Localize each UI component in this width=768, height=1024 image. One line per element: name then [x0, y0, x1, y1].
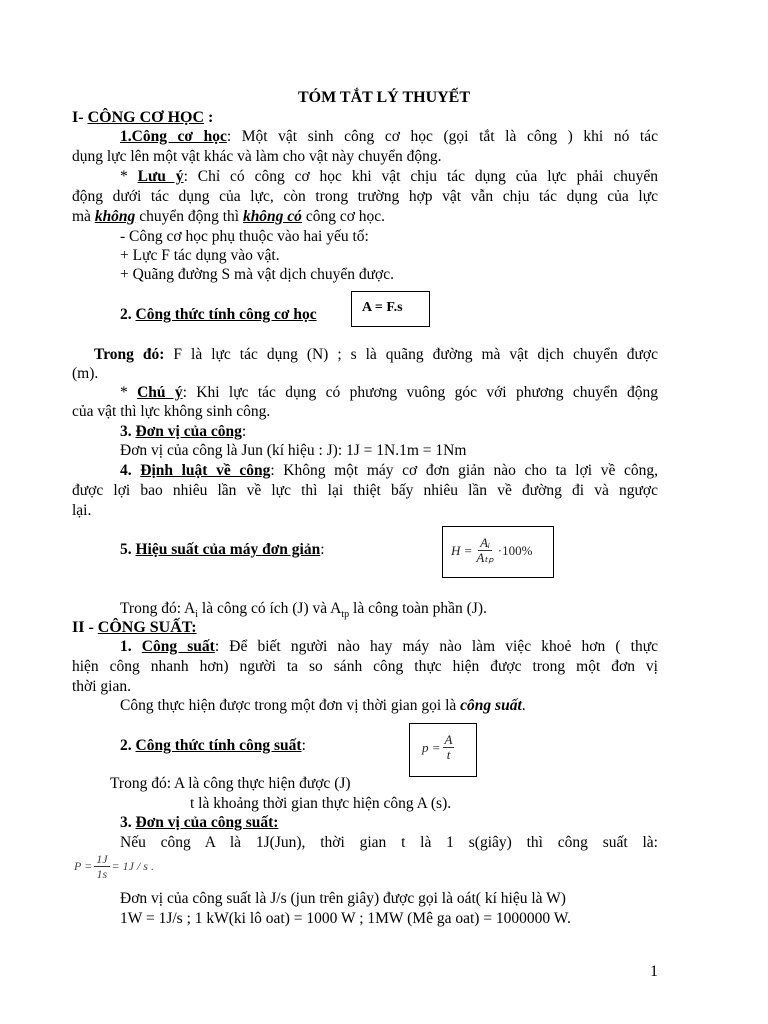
p5-line1 [72, 345, 658, 365]
power-lhs: p = [422, 739, 441, 755]
page-number: 1 [650, 963, 658, 980]
section-2-suffix: : [191, 619, 197, 636]
p13-heading [120, 736, 306, 756]
p16-line2: 1W = 1J/s ; 1 kW(ki lô oat) = 1000 W ; 1MW (Mê ga oat) = 1000000 W. [120, 910, 571, 927]
p16-line1: Đơn vị của công suất là J/s (jun trên giây) được gọi là oát( kí hiệu là W) [120, 890, 566, 907]
p3-line1: - Công cơ học phụ thuộc vào hai yếu tố: [120, 228, 369, 245]
p8-line1-text: : Không một máy cơ đơn giản nào cho ta lợi về công, [270, 462, 658, 479]
p2-line1-text: : Chỉ có công cơ học khi vật chịu tác dụng của lực phải chuyển [183, 168, 659, 185]
p2-line3-a: mà [72, 208, 95, 225]
power-unit-tail: = 1J / s [111, 858, 148, 873]
p10-sub-tp: tp [341, 609, 350, 621]
p4-number: 2. [120, 306, 136, 323]
p3-line3: + Quãng đường S mà vật dịch chuyển được. [120, 266, 394, 283]
p7-line2: Đơn vị của công là Jun (kí hiệu : J): 1J = 1N.1m = 1Nm [120, 442, 467, 459]
p12-text: Công thực hiện được trong một đơn vị thời gian gọi là [120, 697, 461, 714]
p2-line1 [72, 167, 658, 187]
p5-line1-text: F là lực tác dụng (N) ; s là quãng đường mà vật dịch chuyển được [164, 346, 658, 363]
work-formula: A = F.s [362, 300, 403, 315]
section-2-heading [72, 618, 197, 638]
p1-line1 [72, 127, 658, 147]
p8-line1 [72, 461, 658, 481]
p15-heading [120, 813, 278, 833]
p15-number: 3. [120, 814, 136, 831]
power-formula [422, 733, 456, 762]
p6-line2: của vật thì lực không sinh công. [72, 403, 271, 420]
p9-heading [120, 540, 325, 560]
p15-line2: Nếu công A là 1J(Jun), thời gian t là 1 s(giây) thì công suất là: [120, 834, 658, 851]
power-unit-denominator: 1s [96, 867, 108, 881]
p1-label: 1.Công cơ học [120, 128, 227, 145]
power-unit-dot: . [150, 858, 154, 873]
p6-line1-text: : Khi lực tác dụng có phương vuông góc với phương chuyển động [182, 384, 659, 401]
p15-label: Đơn vị của công suất: [135, 814, 279, 831]
p11-line1 [72, 637, 658, 657]
p2-line2: động dưới tác dụng của lực, còn trong trường hợp vật vẫn chịu tác dụng của lực [72, 188, 658, 205]
p2-line3-c: chuyển động thì [135, 208, 243, 225]
p11-line1-text: : Để biết người nào hay máy nào làm việc khoẻ hơn ( thực [214, 638, 658, 655]
page-title: TÓM TẮT LÝ THUYẾT [297, 89, 471, 106]
p9-label: Hiệu suất của máy đơn giản [135, 541, 321, 558]
power-formula-box [409, 723, 477, 777]
section-1-suffix: : [204, 109, 214, 126]
p4-heading [120, 305, 317, 325]
p14-line2: t là khoảng thời gian thực hiện công A (s). [190, 795, 452, 812]
p11-line2: hiện công nhanh hơn) người ta so sánh công thực hiện được trong một đơn vị [72, 658, 658, 675]
power-unit-numerator: 1J [96, 852, 108, 866]
power-unit-formula [74, 852, 154, 881]
efficiency-denominator: Aₜₚ [476, 550, 494, 565]
section-2-prefix: II - [72, 619, 98, 636]
section-2-title: CÔNG SUẤT [97, 619, 192, 636]
p2-label: Lưu ý [137, 168, 184, 185]
p8-number: 4. [120, 462, 141, 479]
p7-number: 3. [120, 423, 136, 440]
p10-text-c: là công toàn phần (J). [349, 600, 487, 617]
p11-number: 1. [120, 638, 142, 655]
work-formula-box [351, 291, 430, 327]
p11-line3: thời gian. [72, 678, 131, 695]
p6-label: Chú ý [137, 384, 183, 401]
p10-text-b: là công có ích (J) và A [198, 600, 342, 617]
efficiency-lhs: H = [451, 542, 473, 558]
power-unit-lhs: P = [74, 858, 93, 873]
section-1-prefix: I- [72, 109, 88, 126]
p10-sub-i: i [195, 609, 199, 621]
section-1-title: CÔNG CƠ HỌC [87, 109, 205, 126]
p5-label: Trong đó: [94, 346, 165, 363]
p11-label: Công suất [141, 638, 215, 655]
p12-term: công suất [460, 697, 522, 714]
p9-number: 5. [120, 541, 136, 558]
p10-text-a: Trong đó: A [120, 600, 196, 617]
p8-line3: lại. [72, 502, 92, 519]
p7-heading [120, 422, 246, 442]
p6-star: * [120, 384, 138, 401]
p2-emphasis-khong-co: không có [242, 208, 302, 225]
p7-label: Đơn vị của công [135, 423, 242, 440]
p6-line1 [72, 383, 658, 403]
p7-colon: : [241, 423, 247, 440]
efficiency-formula-box [442, 526, 554, 578]
p1-line1-text: : Một vật sinh công cơ học (gọi tắt là công ) khi nó tác [226, 128, 658, 145]
efficiency-tail: ·100% [497, 542, 533, 558]
p4-label: Công thức tính công cơ học [135, 306, 317, 323]
p13-number: 2. [120, 737, 136, 754]
p8-label: Định luật về công [140, 462, 271, 479]
p2-star: * [120, 168, 138, 185]
power-numerator: A [444, 732, 453, 747]
p2-line3-e: công cơ học. [301, 208, 386, 225]
p3-line2: + Lực F tác dụng vào vật. [120, 247, 280, 264]
p12-end: . [521, 697, 526, 714]
p8-line2: được lợi bao nhiêu lần về lực thì lại thiệt bấy nhiêu lần về đường đi và ngược [72, 482, 658, 499]
p13-label: Công thức tính công suất [135, 737, 302, 754]
section-1-heading [72, 108, 213, 128]
efficiency-numerator: Aᵢ [480, 535, 491, 550]
p9-colon: : [320, 541, 325, 558]
p14-line1: Trong đó: A là công thực hiện được (J) [110, 775, 351, 792]
p13-colon: : [301, 737, 306, 754]
power-denominator: t [446, 747, 451, 762]
p5-line2: (m). [72, 365, 99, 382]
p2-line3 [72, 207, 658, 227]
efficiency-formula [451, 536, 532, 565]
p1-line2: dụng lực lên một vật khác và làm cho vật này chuyển động. [72, 148, 442, 165]
p12-line [120, 696, 526, 716]
p2-emphasis-khong: không [94, 208, 136, 225]
